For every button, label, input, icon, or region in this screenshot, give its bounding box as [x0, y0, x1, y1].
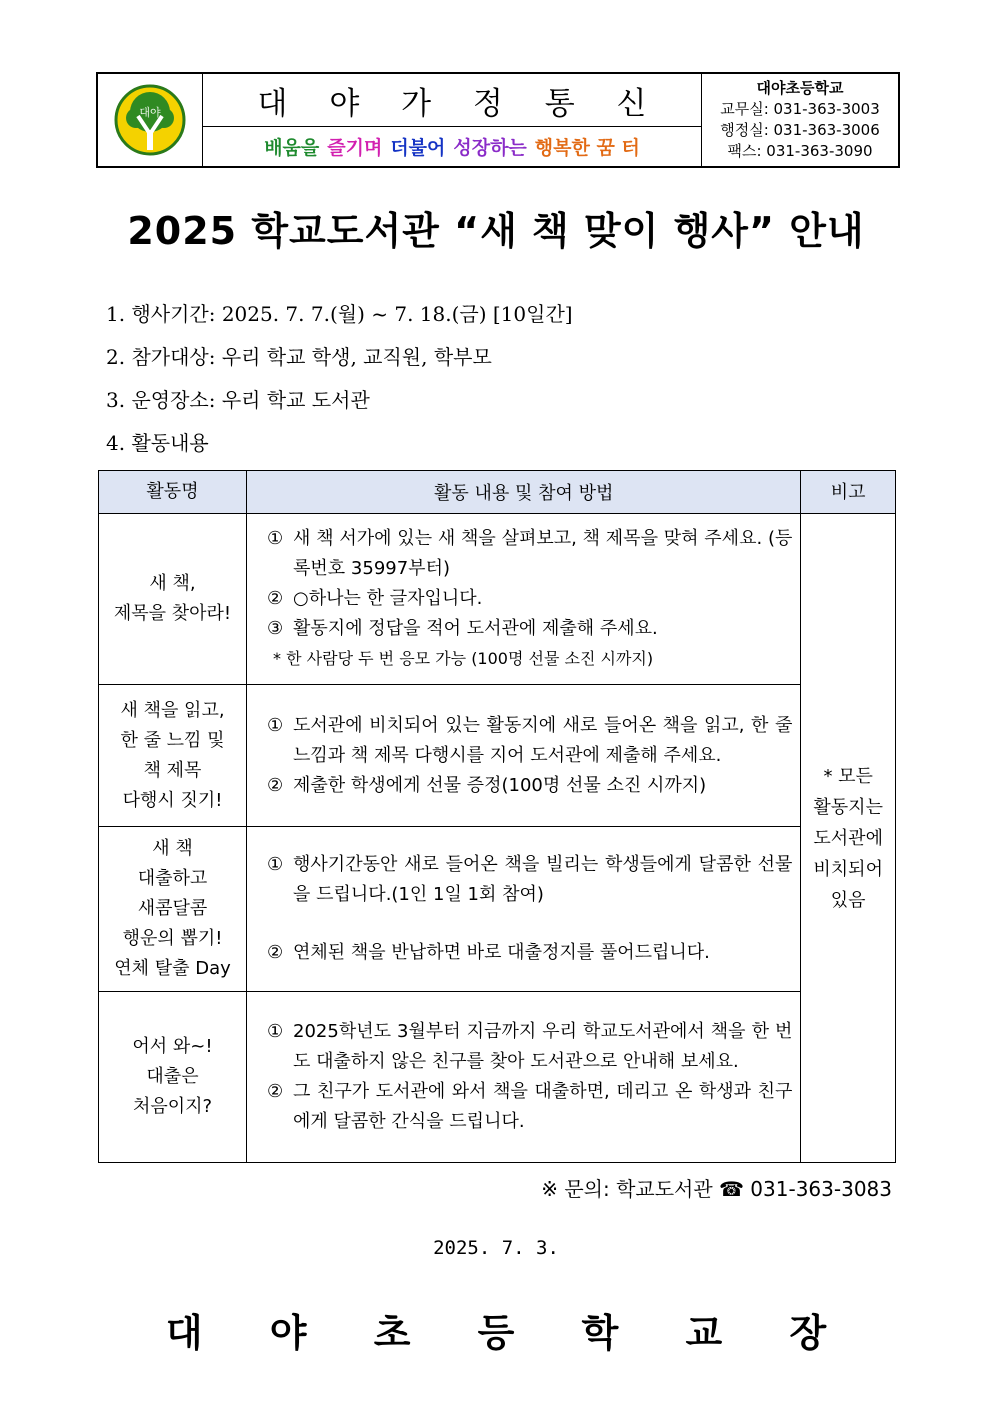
activity-desc [247, 992, 801, 1163]
name-line: 책 제목 [143, 759, 202, 781]
remark-line: 있음 [830, 889, 866, 911]
item-text: 새 책 서가에 있는 새 책을 살펴보고, 책 제목을 맞혀 주세요. (등록번호 35997부터) [293, 528, 793, 579]
item-number: ② [267, 774, 284, 796]
slogan-word: 즐기며 [327, 137, 383, 159]
table-row [99, 827, 896, 992]
name-line: 대출은 [146, 1066, 199, 1087]
activity-note: * 한 사람당 두 번 응모 가능 (100명 선물 소진 시까지) [273, 649, 654, 668]
name-line: 한 줄 느낌 및 [120, 729, 225, 751]
slogan-word: 배움을 [264, 137, 320, 159]
item-number: ② [267, 942, 284, 963]
remark-line: 도서관에 [813, 827, 883, 849]
table-header-row [99, 471, 896, 514]
slogan [203, 127, 701, 166]
info-period: 1. 행사기간: 2025. 7. 7.(월) ~ 7. 18.(금) [10일간] [106, 302, 573, 326]
item-text: 제출한 학생에게 선물 증정(100명 선물 소진 시까지) [293, 774, 707, 796]
contact-line: 팩스: 031-363-3090 [727, 142, 873, 160]
item-number: ② [267, 1081, 284, 1102]
remark-cell [801, 514, 896, 1163]
item-number: ① [267, 854, 284, 875]
name-line: 처음이지? [132, 1096, 213, 1117]
school-contacts [702, 74, 898, 166]
table-row [99, 685, 896, 827]
item-number: ① [267, 714, 284, 736]
remark-line: 비치되어 [813, 858, 883, 880]
name-line: 새 책 [152, 838, 193, 859]
remark-line: * 모든 [823, 765, 873, 787]
activity-name [99, 827, 247, 992]
header-cell: 활동명 [99, 471, 247, 514]
name-line: 연체 탈출 Day [114, 958, 231, 979]
item-number: ① [267, 1021, 284, 1042]
inquiry-line: ※ 문의: 학교도서관 ☎ 031-363-3083 [541, 1177, 892, 1201]
activity-name [99, 992, 247, 1163]
activity-name [99, 514, 247, 685]
slogan-word: 성장하는 [453, 137, 527, 159]
item-text: 연체된 책을 반납하면 바로 대출정지를 풀어드립니다. [293, 942, 710, 963]
school-logo [98, 74, 203, 166]
document-title: 2025 학교도서관 “새 책 맞이 행사” 안내 [127, 209, 865, 253]
info-target: 2. 참가대상: 우리 학교 학생, 교직원, 학부모 [106, 345, 492, 369]
newsletter-header [96, 72, 900, 168]
activity-desc [247, 685, 801, 827]
item-text: 도서관에 비치되어 있는 활동지에 새로 들어온 책을 읽고, 한 줄 느낌과 책 제목 다행시를 지어 도서관에 제출해 주세요. [293, 714, 793, 766]
item-text: ○하나는 한 글자입니다. [293, 588, 483, 609]
issue-date: 2025. 7. 3. [433, 1237, 559, 1259]
logo-text: 대야 [139, 106, 161, 119]
table-row [99, 514, 896, 685]
name-line: 어서 와~! [132, 1036, 213, 1057]
principal-signature: 대 야 초 등 학 교 장 [165, 1311, 854, 1355]
remark-line: 활동지는 [813, 796, 883, 818]
activity-name [99, 685, 247, 827]
table-row [99, 992, 896, 1163]
name-line: 새 책을 읽고, [120, 699, 225, 721]
slogan-word: 더불어 [390, 137, 446, 159]
newsletter-title: 대 야 가 정 통 신 [203, 74, 701, 127]
item-number: ② [267, 588, 284, 609]
item-number: ③ [267, 618, 284, 639]
activity-table [98, 470, 896, 1163]
item-text: 2025학년도 3월부터 지금까지 우리 학교도서관에서 책을 한 번도 대출하지 않은 친구를 찾아 도서관으로 안내해 보세요. [293, 1021, 793, 1072]
name-line: 대출하고 [137, 868, 208, 889]
name-line: 행운의 뽑기! [122, 928, 223, 949]
contact-line: 행정실: 031-363-3006 [720, 121, 880, 139]
activity-desc [247, 827, 801, 992]
info-place: 3. 운영장소: 우리 학교 도서관 [106, 388, 370, 412]
item-text: 행사기간동안 새로 들어온 책을 빌리는 학생들에게 달콤한 선물을 드립니다.(1인 1일 1회 참여) [293, 854, 793, 905]
name-line: 새콤달콤 [137, 898, 208, 919]
item-text: 활동지에 정답을 적어 도서관에 제출해 주세요. [293, 618, 658, 639]
header-cell: 활동 내용 및 참여 방법 [247, 471, 801, 514]
item-number: ① [267, 528, 284, 549]
name-line: 제목을 찾아라! [113, 603, 232, 624]
name-line: 새 책, [149, 573, 196, 594]
school-name: 대야초등학교 [756, 79, 844, 97]
item-text: 그 친구가 도서관에 와서 책을 대출하면, 데리고 온 학생과 친구에게 달콤한 간식을 드립니다. [293, 1081, 793, 1132]
slogan-word: 행복한 꿈 터 [534, 137, 640, 159]
contact-line: 교무실: 031-363-3003 [720, 100, 880, 118]
header-cell: 비고 [801, 471, 896, 514]
school-emblem-icon [112, 82, 188, 158]
info-content: 4. 활동내용 [106, 431, 209, 455]
activity-desc [247, 514, 801, 685]
name-line: 다행시 짓기! [122, 789, 223, 811]
